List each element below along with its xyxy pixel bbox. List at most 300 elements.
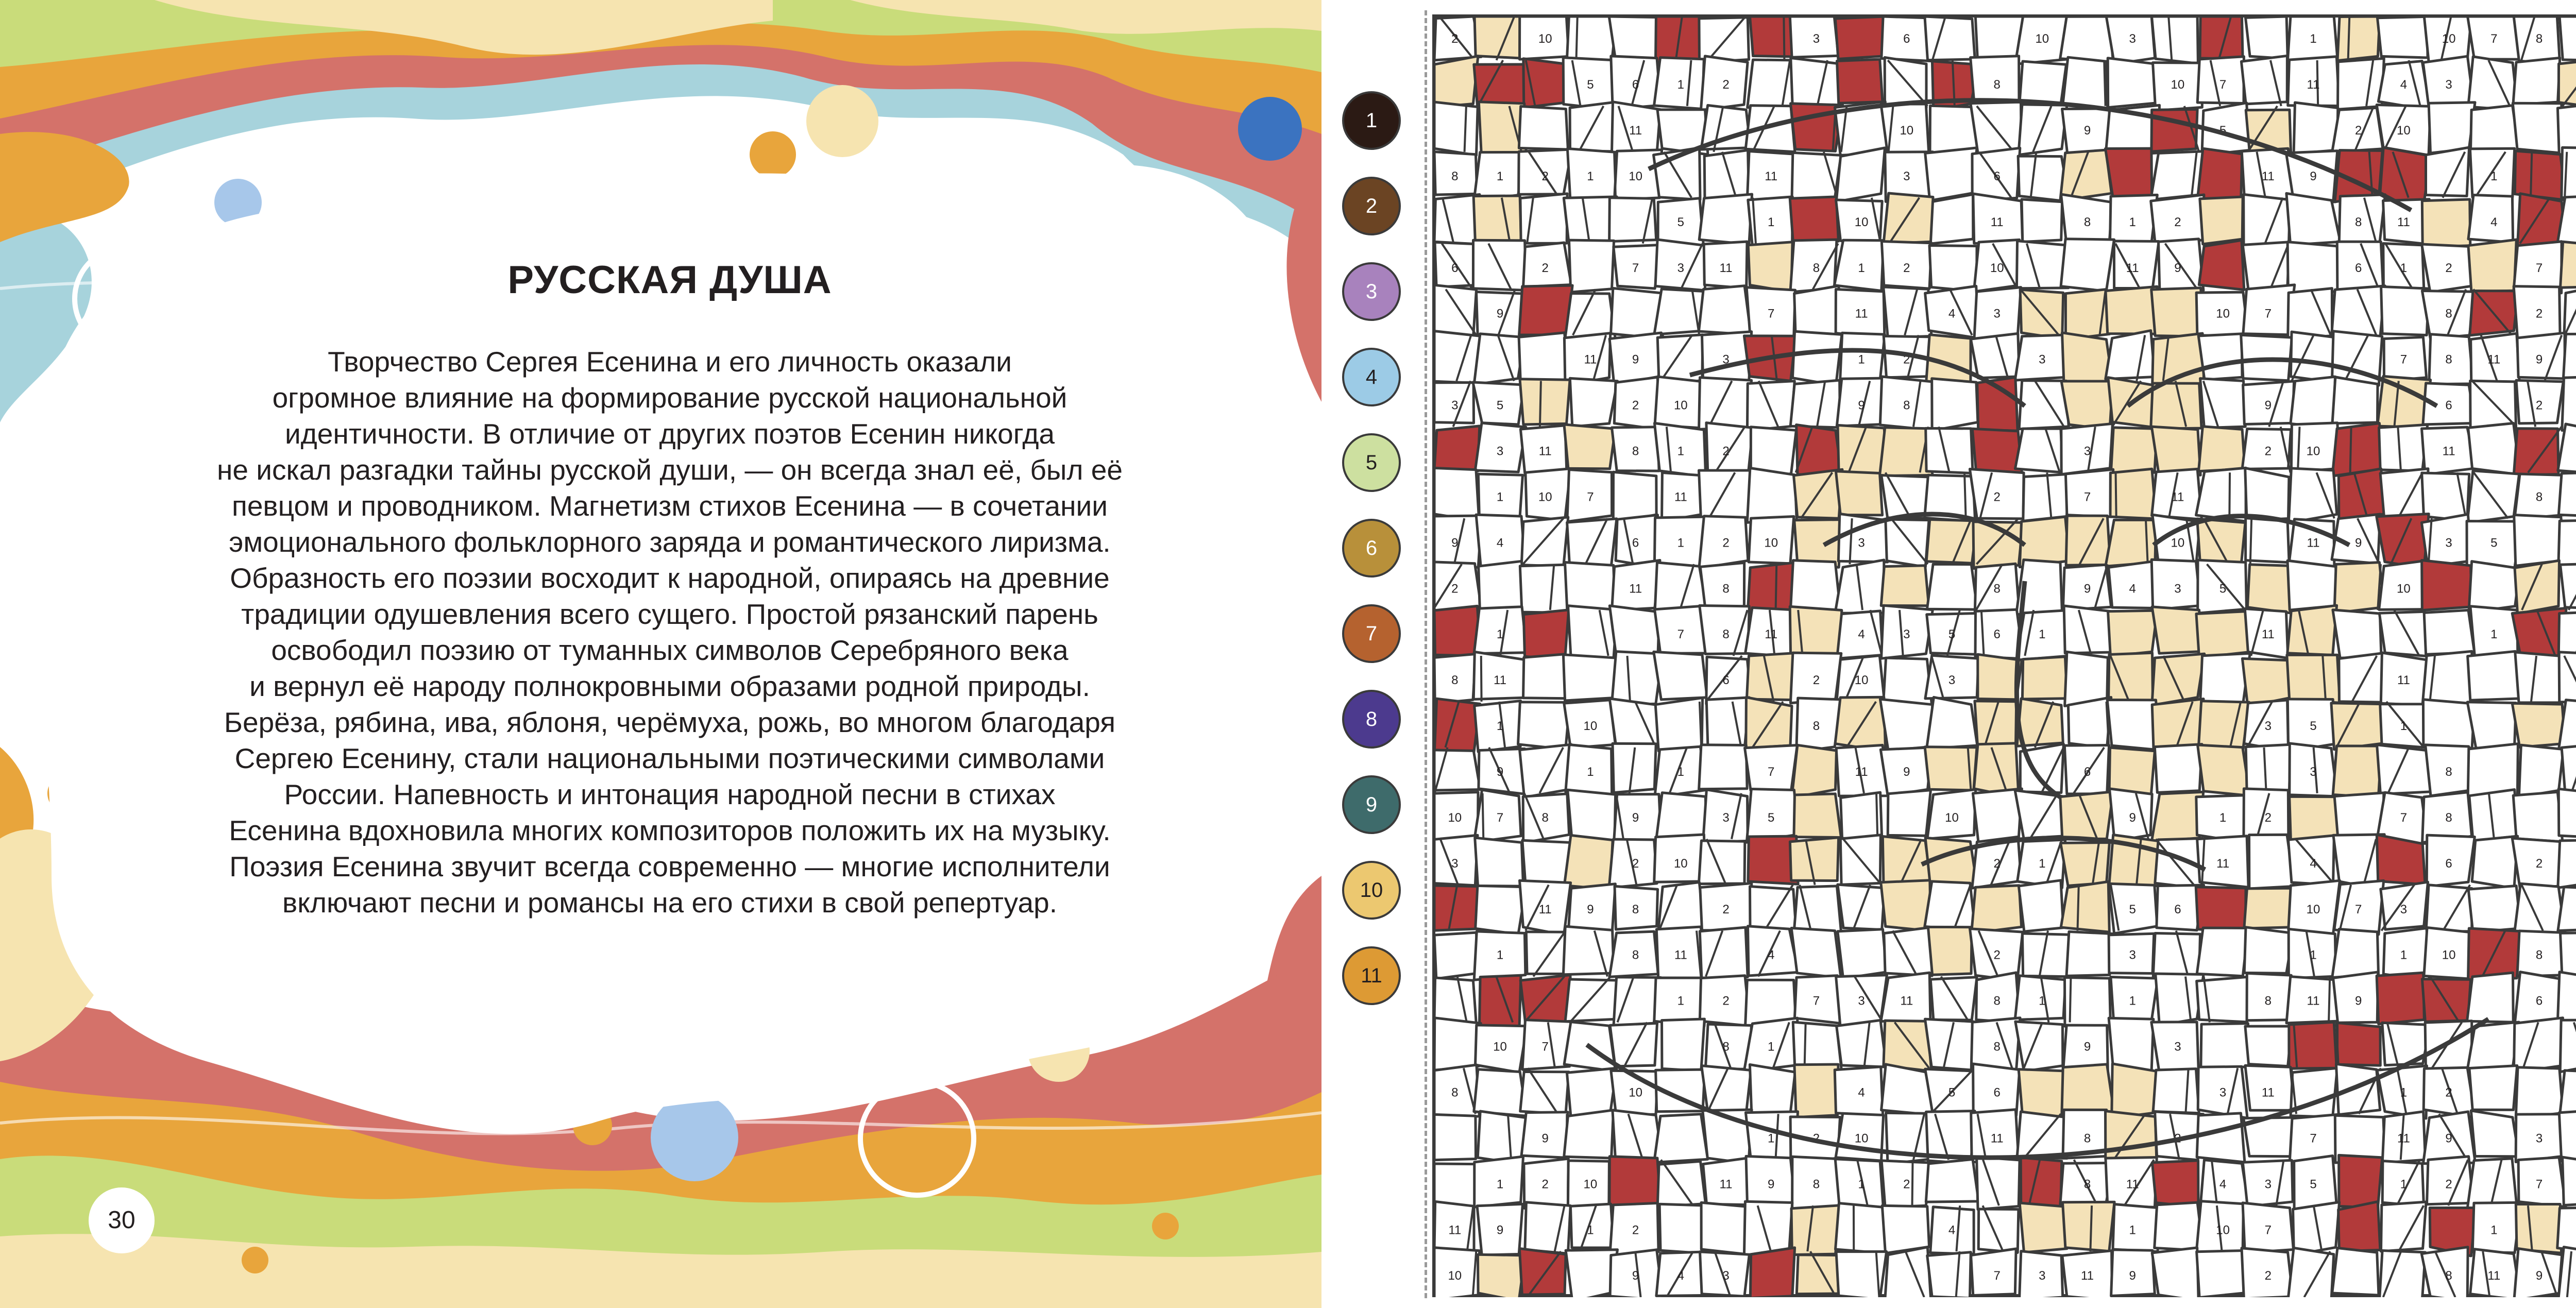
mosaic-cell-number: 1: [2310, 32, 2317, 46]
mosaic-cell-number: 1: [1858, 261, 1865, 275]
mosaic-cell-number: 1: [1768, 215, 1775, 229]
mosaic-cell-number: 4: [2219, 1177, 2227, 1192]
mosaic-cell: [2015, 429, 2062, 472]
mosaic-cell-number: 3: [1722, 810, 1730, 825]
mosaic-cell-number: 3: [1858, 536, 1865, 550]
mosaic-cell-number: 10: [1583, 719, 1598, 734]
palette-swatch-6[interactable]: [1342, 519, 1401, 577]
mosaic-cell-number: 9: [1903, 765, 1910, 779]
mosaic-cell: [2424, 610, 2475, 654]
mosaic-cell-number: 9: [2445, 1131, 2452, 1146]
mosaic-cell-number: 7: [1496, 810, 1504, 825]
mosaic-cell: [1706, 698, 1749, 750]
mosaic-cell: [1434, 932, 1478, 979]
mosaic-cell-number: 2: [2535, 856, 2543, 871]
mosaic-cell: [2558, 472, 2576, 516]
mosaic-cell: [2199, 240, 2244, 290]
mosaic-cell: [2562, 147, 2576, 197]
mosaic-cell: [2287, 605, 2337, 655]
mosaic-cell: [2152, 1161, 2198, 1207]
mosaic-cell-number: 2: [2264, 1269, 2272, 1283]
mosaic-cell: [2106, 331, 2155, 379]
mosaic-cell-number: 7: [2355, 902, 2362, 916]
page-title: РУССКАЯ ДУША: [507, 258, 832, 302]
mosaic-cell: [1790, 560, 1841, 614]
mosaic-cell-divider: [2229, 472, 2230, 518]
mosaic-cell: [1927, 564, 1977, 609]
mosaic-cell: [2060, 16, 2113, 62]
mosaic-cell: [2106, 1111, 2157, 1163]
mosaic-cell-number: 11: [1855, 307, 1868, 321]
mosaic-cell-number: 7: [2264, 1223, 2272, 1237]
mosaic-cell-number: 5: [2219, 124, 2227, 138]
mosaic-cell: [1699, 470, 1751, 518]
mosaic-cell-number: 6: [1993, 627, 2001, 642]
mosaic-cell-number: 4: [1858, 1085, 1865, 1100]
mosaic-cell: [2338, 1202, 2380, 1251]
mosaic-cell: [1523, 610, 1569, 660]
mosaic-cell-number: 1: [1768, 1131, 1775, 1146]
mosaic-cell: [2429, 103, 2475, 153]
mosaic-cell: [1838, 929, 1887, 979]
mosaic-cell: [2108, 58, 2158, 108]
mosaic-cell-number: 2: [1903, 261, 1910, 275]
mosaic-cell-number: 10: [1854, 215, 1869, 229]
mosaic-cell-number: 5: [2310, 1177, 2317, 1192]
mosaic-cell-number: 2: [2445, 1177, 2452, 1192]
paragraph-line: Сергею Есенину, стали национальными поэтическими символами: [234, 742, 1105, 774]
mosaic-cell-number: 11: [1765, 627, 1778, 642]
mosaic-cell-number: 8: [2083, 1131, 2091, 1146]
mosaic-cell: [2021, 1158, 2062, 1208]
mosaic-cell-number: 2: [1541, 1177, 1549, 1192]
mosaic-cell-number: 8: [1722, 627, 1730, 642]
mosaic-cell: [2017, 699, 2063, 746]
palette-swatch-8[interactable]: [1342, 690, 1401, 749]
mosaic-cell-divider: [1805, 1022, 1806, 1068]
mosaic-cell: [1750, 887, 1797, 932]
mosaic-cell: [2108, 610, 2158, 656]
palette-swatch-2[interactable]: [1342, 177, 1401, 235]
mosaic-cell: [2246, 16, 2288, 59]
mosaic-cell-number: 7: [1768, 765, 1775, 779]
palette-swatch-3[interactable]: [1342, 262, 1401, 321]
mosaic-cell-number: 11: [2171, 490, 2184, 504]
mosaic-cell-number: 9: [1632, 352, 1639, 367]
mosaic-cell-number: 11: [2307, 78, 2320, 92]
mosaic-cell-number: 1: [1587, 765, 1594, 779]
mosaic-cell: [2063, 1202, 2115, 1251]
mosaic-cell-number: 1: [1587, 169, 1594, 183]
mosaic-cell-number: 2: [1632, 1223, 1639, 1237]
mosaic-cell: [2515, 652, 2565, 703]
mosaic-cell-number: 2: [1722, 78, 1730, 92]
swatch-number: 8: [1365, 708, 1378, 731]
mosaic-cell-number: 11: [2487, 1269, 2501, 1283]
mosaic-cell: [1927, 697, 1977, 749]
mosaic-cell-number: 1: [2490, 627, 2498, 642]
mosaic-cell-number: 10: [2306, 444, 2320, 458]
mosaic-cell: [1567, 519, 1617, 568]
mosaic-cell: [2471, 1111, 2519, 1157]
mosaic-portrait[interactable]: [1432, 14, 2576, 1297]
mosaic-cell-number: 1: [1858, 1177, 1865, 1192]
mosaic-cell: [1609, 1157, 1660, 1208]
mosaic-cell: [1792, 331, 1842, 385]
swatch-number: 3: [1365, 280, 1378, 303]
mosaic-cell-number: 3: [2535, 1131, 2543, 1146]
mosaic-cell: [1794, 1064, 1838, 1117]
mosaic-cell-number: 1: [1677, 444, 1684, 458]
mosaic-cell-number: 2: [1903, 1177, 1910, 1192]
mosaic-cell: [1791, 928, 1841, 978]
mosaic-cell: [2339, 1155, 2382, 1208]
mosaic-cell: [1836, 471, 1882, 515]
mosaic-cell-number: 8: [2445, 765, 2452, 779]
mosaic-cell-number: 3: [1903, 627, 1910, 642]
mosaic-cell: [1837, 1020, 1887, 1067]
mosaic-cell-number: 11: [1990, 215, 2004, 229]
mosaic-cell: [1564, 424, 1615, 469]
mosaic-cell: [1434, 1018, 1481, 1071]
mosaic-cell: [1654, 1114, 1708, 1163]
mosaic-cell: [2423, 700, 2475, 749]
mosaic-cell-number: 3: [1993, 307, 2001, 321]
mosaic-cell-number: 1: [2129, 215, 2136, 229]
mosaic-cell: [2113, 1204, 2160, 1252]
mosaic-cell: [2287, 655, 2340, 703]
mosaic-cell-number: 9: [2355, 994, 2362, 1008]
mosaic-cell: [2245, 1026, 2292, 1066]
mosaic-cell: [1434, 56, 1478, 107]
mosaic-cell-number: 7: [1768, 307, 1775, 321]
mosaic-cell: [2339, 195, 2385, 248]
mosaic-cell-number: 10: [1673, 398, 1688, 413]
mosaic-cell-number: 8: [1632, 948, 1639, 962]
mosaic-cell-number: 1: [1587, 1223, 1594, 1237]
palette-swatch-10[interactable]: [1342, 861, 1401, 920]
mosaic-cell: [1792, 152, 1841, 200]
mosaic-cell-number: 3: [1903, 169, 1910, 183]
mosaic-cell-number: 8: [1993, 1040, 2001, 1054]
mosaic-cell: [2106, 148, 2152, 201]
mosaic-cell: [2152, 607, 2202, 653]
mosaic-cell-number: 9: [1541, 1131, 1549, 1146]
mosaic-cell-number: 2: [1722, 536, 1730, 550]
mosaic-cell-number: 5: [1587, 78, 1594, 92]
mosaic-cell: [2022, 199, 2062, 242]
mosaic-cell-number: 9: [1632, 810, 1639, 825]
mosaic-cell-number: 3: [2219, 1085, 2227, 1100]
mosaic-cell: [2061, 239, 2114, 292]
mosaic-cell: [1971, 333, 2019, 378]
mosaic-cell: [2200, 379, 2246, 428]
mosaic-cell-number: 3: [1496, 444, 1504, 458]
mosaic-cell: [2467, 702, 2516, 750]
mosaic-cell: [2023, 474, 2070, 521]
mosaic-cell: [2514, 429, 2558, 475]
mosaic-cell: [2247, 565, 2290, 613]
mosaic-cell-number: 10: [1583, 1177, 1598, 1192]
mosaic-cell: [1748, 242, 1792, 292]
mosaic-cell: [1836, 1203, 1886, 1253]
mosaic-cell-divider: [1540, 381, 1541, 427]
mosaic-cell: [2152, 1248, 2198, 1297]
palette-swatch-9[interactable]: [1342, 775, 1401, 834]
mosaic-cell: [1884, 1021, 1931, 1071]
mosaic-cell-number: 1: [1496, 627, 1504, 642]
mosaic-cell: [2294, 103, 2338, 154]
mosaic-cell-divider: [2350, 427, 2351, 472]
mosaic-cell: [1563, 655, 1617, 701]
mosaic-cell: [2378, 16, 2428, 58]
mosaic-cell: [2562, 377, 2576, 431]
mosaic-cell-number: 3: [2310, 765, 2317, 779]
paragraph-line: Берёза, рябина, ива, яблоня, черёмуха, рожь, во многом благодаря: [224, 706, 1116, 738]
mosaic-cell-number: 8: [2355, 215, 2362, 229]
mosaic-cell: [2198, 427, 2245, 471]
swatch-number: 4: [1365, 366, 1378, 388]
mosaic-cell: [2338, 58, 2384, 109]
mosaic-cell-number: 5: [1768, 810, 1775, 825]
mosaic-cell-number: 11: [2397, 215, 2410, 229]
mosaic-cell-number: 4: [1948, 307, 1956, 321]
mosaic-cell-number: 1: [2400, 948, 2408, 962]
mosaic-cell: [2201, 1024, 2249, 1072]
mosaic-cell-number: 1: [2039, 856, 2046, 871]
mosaic-cell-number: 2: [2174, 1131, 2181, 1146]
mosaic-cell: [2291, 332, 2336, 382]
mosaic-cell-number: 7: [2310, 1131, 2317, 1146]
mosaic-cell-number: 6: [2535, 994, 2543, 1008]
paragraph-line: включают песни и романсы на его стихи в свой репертуар.: [282, 887, 1058, 919]
mosaic-cell: [2516, 1204, 2561, 1253]
mosaic-cell: [1654, 652, 1707, 700]
mosaic-cell-number: 9: [2083, 1040, 2091, 1054]
mosaic-cell: [2558, 789, 2576, 838]
mosaic-cell-number: 1: [1677, 536, 1684, 550]
mosaic-cell-number: 11: [2261, 1085, 2275, 1100]
mosaic-cell-number: 5: [2129, 902, 2136, 916]
mosaic-cell-number: 9: [2129, 1269, 2136, 1283]
mosaic-cell: [1520, 379, 1570, 424]
mosaic-cell: [1928, 927, 1972, 975]
mosaic-cell-number: 10: [2035, 32, 2049, 46]
mosaic-cell: [1926, 520, 1977, 564]
mosaic-cell-number: 11: [1538, 444, 1552, 458]
mosaic-cell-number: 11: [1494, 673, 1506, 688]
mosaic-cell-number: 1: [2039, 994, 2046, 1008]
mosaic-cell: [1925, 881, 1975, 931]
mosaic-cell-number: 1: [1496, 719, 1504, 734]
mosaic-cell-number: 7: [1587, 490, 1594, 504]
mosaic-cell: [1744, 1201, 1792, 1255]
mosaic-cell: [2196, 611, 2250, 658]
mosaic-cell-number: 1: [1677, 994, 1684, 1008]
mosaic-cell-number: 4: [2129, 582, 2136, 596]
mosaic-cell: [2200, 197, 2243, 244]
mosaic-cell-number: 6: [1993, 1085, 2001, 1100]
palette-swatch-1[interactable]: [1342, 91, 1401, 150]
mosaic-cell-number: 1: [2400, 1177, 2408, 1192]
mosaic-cell: [2286, 193, 2341, 245]
mosaic-cell-number: 9: [1858, 398, 1865, 413]
mosaic-cell-number: 7: [2535, 1177, 2543, 1192]
mosaic-cell-number: 11: [2126, 261, 2139, 275]
mosaic-cell: [1699, 194, 1752, 244]
mosaic-cell: [1564, 1110, 1614, 1158]
mosaic-cell-number: 3: [1858, 994, 1865, 1008]
mosaic-cell-number: 7: [2400, 810, 2408, 825]
mosaic-cell: [1519, 106, 1568, 149]
mosaic-cell-number: 8: [1812, 719, 1820, 734]
mosaic-cell-number: 8: [1541, 810, 1549, 825]
mosaic-cell-number: 7: [1993, 1269, 2001, 1283]
mosaic-cell-number: 11: [1855, 765, 1868, 779]
mosaic-cell-number: 1: [2400, 719, 2408, 734]
mosaic-cell: [1518, 702, 1570, 750]
mosaic-cell-number: 8: [2445, 352, 2452, 367]
mosaic-cell-number: 8: [1812, 1177, 1820, 1192]
mosaic-cell-number: 1: [1496, 948, 1504, 962]
mosaic-cell: [2068, 698, 2111, 748]
mosaic-cell-divider: [1576, 14, 1577, 60]
mosaic-cell-number: 4: [1768, 948, 1775, 962]
mosaic-cell-number: 2: [1903, 352, 1910, 367]
mosaic-cell-number: 10: [1764, 536, 1778, 550]
mosaic-cell: [2197, 1250, 2248, 1297]
mosaic-cell: [1434, 1164, 1477, 1207]
paragraph-line: освободил поэзию от туманных символов Серебряного века: [271, 634, 1069, 666]
mosaic-cell-number: 3: [1677, 261, 1684, 275]
mosaic-cell: [1790, 838, 1838, 881]
mosaic-cell-number: 1: [2310, 948, 2317, 962]
mosaic-cell-number: 3: [2039, 352, 2046, 367]
palette-swatch-4[interactable]: [1342, 348, 1401, 406]
mosaic-cell: [1885, 1247, 1931, 1297]
mosaic-cell-number: 9: [2535, 352, 2543, 367]
mosaic-cell: [1797, 1255, 1838, 1294]
mosaic-cell: [2066, 516, 2110, 565]
mosaic-cell-number: 11: [2397, 1131, 2410, 1146]
mosaic-cell: [1564, 835, 1613, 889]
mosaic-cell: [1925, 16, 1975, 60]
mosaic-cell: [1610, 1023, 1657, 1066]
mosaic-cell: [1930, 194, 1973, 244]
mosaic-cell-number: 7: [2083, 490, 2091, 504]
mosaic-cell: [2332, 929, 2379, 978]
mosaic-cell-number: 3: [2129, 32, 2136, 46]
mosaic-cell: [2337, 16, 2380, 61]
mosaic-cell-divider: [2104, 60, 2105, 106]
mosaic-cell: [2334, 563, 2384, 614]
mosaic-cell-number: 4: [1858, 627, 1865, 642]
mosaic-cell-number: 11: [2261, 627, 2275, 642]
mosaic-cell: [2198, 334, 2242, 380]
mosaic-cell: [2153, 1069, 2199, 1113]
mosaic-cell: [2019, 880, 2063, 931]
mosaic-cell-number: 11: [1584, 352, 1597, 367]
mosaic-cell-divider: [1912, 1160, 1913, 1205]
mosaic-cell: [2469, 1066, 2517, 1110]
mosaic-cell-number: 3: [2400, 902, 2408, 916]
mosaic-cell: [2467, 973, 2514, 1022]
mosaic-cell-number: 2: [1993, 856, 2001, 871]
palette-swatch-11[interactable]: [1342, 946, 1401, 1005]
mosaic-cell-number: 9: [1587, 902, 1594, 916]
paragraph-line: эмоционального фольклорного заряда и романтического лиризма.: [229, 526, 1111, 558]
mosaic-cell: [1520, 744, 1571, 797]
mosaic-cell-number: 8: [2083, 215, 2091, 229]
mosaic-cell-number: 6: [2445, 856, 2452, 871]
mosaic-cell: [2022, 657, 2067, 699]
mosaic-cell-number: 1: [2400, 1085, 2408, 1100]
mosaic-cell-number: 1: [1858, 352, 1865, 367]
mosaic-cell-number: 2: [1812, 1131, 1820, 1146]
mosaic-cell: [2472, 836, 2518, 888]
mosaic-cell: [1662, 1019, 1705, 1071]
mosaic-cell-number: 7: [2400, 352, 2408, 367]
mosaic-cell-number: 3: [1722, 1269, 1730, 1283]
palette-swatch-5[interactable]: [1342, 433, 1401, 492]
mosaic-cell-number: 9: [1632, 1269, 1639, 1283]
mosaic-cell: [1925, 148, 1977, 201]
mosaic-cell: [2377, 745, 2431, 794]
mosaic-cell-number: 1: [2490, 169, 2498, 183]
mosaic-cell-number: 3: [2445, 78, 2452, 92]
mosaic-cell: [2288, 288, 2332, 338]
mosaic-cell: [2061, 843, 2110, 886]
mosaic-cell: [2197, 928, 2248, 976]
mosaic-cell: [1519, 333, 1569, 384]
mosaic-cell-number: 9: [2083, 124, 2091, 138]
mosaic-cell-number: 7: [2535, 261, 2543, 275]
mosaic-cell: [2468, 423, 2520, 475]
mosaic-cell: [1434, 426, 1480, 471]
mosaic-cell-number: 10: [1854, 673, 1869, 688]
mosaic-cell: [1655, 698, 1702, 752]
mosaic-cell: [1565, 979, 1617, 1022]
body-paragraph: [129, 344, 1211, 921]
mosaic-cell-number: 9: [2174, 261, 2181, 275]
mosaic-cell-number: 8: [1451, 1085, 1459, 1100]
mosaic-cell-number: 8: [1993, 994, 2001, 1008]
mosaic-cell-divider: [1876, 793, 1877, 839]
mosaic-cell: [1836, 148, 1885, 202]
mosaic-cell: [2515, 560, 2560, 614]
palette-swatch-7[interactable]: [1342, 604, 1401, 663]
mosaic-cell-number: 10: [2216, 307, 2230, 321]
mosaic-cell-number: 8: [2083, 1177, 2091, 1192]
mosaic-cell-number: 2: [1722, 444, 1730, 458]
mosaic-cell-number: 10: [1538, 32, 1552, 46]
mosaic-cell: [1926, 1159, 1978, 1202]
mosaic-cell: [2066, 932, 2113, 976]
mosaic-cell-number: 2: [2535, 398, 2543, 413]
mosaic-cell-number: 4: [1677, 1269, 1684, 1283]
mosaic-cell-number: 5: [2219, 582, 2227, 596]
mosaic-cell-divider: [2531, 152, 2532, 198]
mosaic-cell: [2291, 377, 2335, 428]
mosaic-cell-number: 7: [1812, 994, 1820, 1008]
mosaic-cell: [2333, 746, 2381, 797]
mosaic-cell: [2246, 744, 2291, 794]
mosaic-cell-number: 11: [1629, 124, 1642, 138]
mosaic-cell-number: 10: [2397, 124, 2411, 138]
mosaic-cell: [1567, 1068, 1617, 1116]
mosaic-cell-number: 2: [1632, 856, 1639, 871]
mosaic-cell: [1479, 975, 1521, 1027]
